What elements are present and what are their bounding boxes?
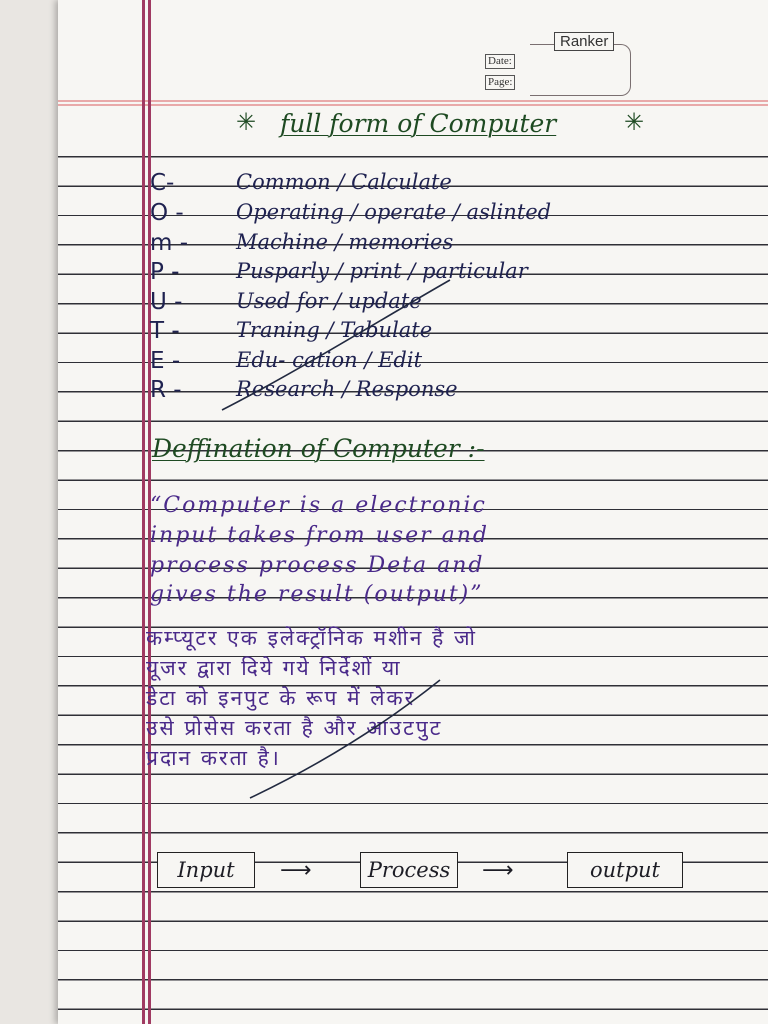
hindi-line: उसे प्रोसेस करता है और आउटपुट: [146, 716, 443, 740]
arrow-right-icon: ⟶: [280, 858, 312, 883]
list-item-letter: R -: [150, 377, 182, 403]
definition-line: “Computer is a electronic: [150, 493, 487, 518]
list-item-letter: T -: [150, 318, 180, 344]
list-item-words: Research / Response: [236, 377, 458, 401]
hindi-line: प्रदान करता है।: [146, 746, 281, 770]
input-box: Input: [157, 852, 255, 888]
definition-line: process process Deta and: [150, 553, 485, 578]
star-left-icon: ✳: [236, 108, 257, 136]
list-item-words: Machine / memories: [236, 230, 454, 254]
date-label: Date:: [485, 54, 515, 69]
list-item-words: Used for / update: [236, 289, 422, 313]
list-item-letter: U -: [150, 289, 183, 315]
star-right-icon: ✳: [624, 108, 645, 136]
list-item-words: Edu- cation / Edit: [236, 348, 423, 372]
arrow-right-icon: ⟶: [482, 858, 514, 883]
list-item-words: Operating / operate / aslinted: [236, 200, 552, 224]
list-item-words: Traning / Tabulate: [236, 318, 433, 342]
output-box: output: [567, 852, 683, 888]
hindi-line: यूजर द्वारा दिये गये निर्देशों या: [146, 656, 402, 680]
list-item-words: Pusparly / print / particular: [236, 259, 528, 283]
list-item-letter: C-: [150, 170, 175, 196]
definition-line: input takes from user and: [150, 523, 489, 548]
page-title: full form of Computer: [280, 109, 557, 138]
list-item-letter: O -: [150, 200, 184, 226]
definition-heading: Deffination of Computer :-: [152, 434, 485, 463]
hindi-line: कम्प्यूटर एक इलेक्ट्रॉनिक मशीन है जो: [146, 626, 477, 650]
list-item-letter: E -: [150, 348, 181, 374]
definition-line: gives the result (output)”: [150, 582, 484, 607]
page-label: Page:: [485, 75, 515, 90]
process-box: Process: [360, 852, 458, 888]
brand-logo: Ranker: [554, 32, 614, 51]
list-item-words: Common / Calculate: [236, 170, 452, 194]
list-item-letter: m -: [150, 230, 189, 256]
hindi-line: डेटा को इनपुट के रूप में लेकर: [146, 686, 416, 710]
list-item-letter: P -: [150, 259, 180, 285]
